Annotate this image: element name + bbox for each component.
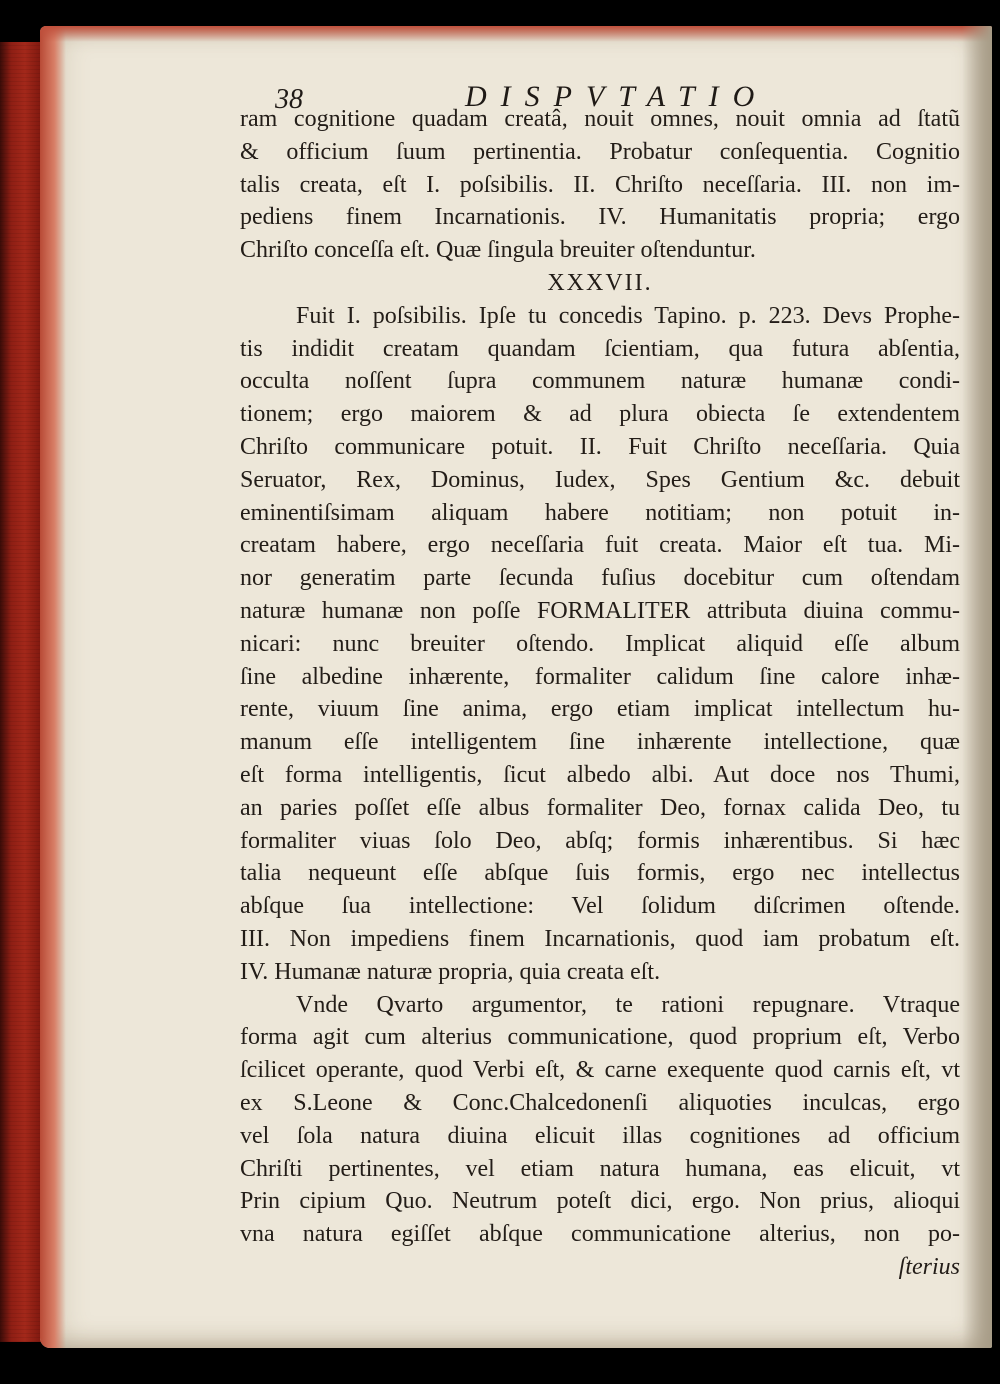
- text-line: Prin cipium Quo. Neutrum poteſt dici, ergo. Non prius, alioqui: [240, 1188, 960, 1215]
- text-line: Chriſto communicare potuit. II. Fuit Chriſto neceſſaria. Quia: [240, 433, 960, 460]
- text-line: talis creata, eſt I. poſsibilis. II. Chriſto neceſſaria. III. non im-: [240, 171, 960, 198]
- page-top-edge: [40, 26, 992, 42]
- catchword: ſterius: [898, 1253, 960, 1280]
- body-text: [240, 103, 960, 1284]
- text-line: abſque ſua intellectione: Vel ſolidum diſcrimen oſtende.: [240, 893, 960, 920]
- text-line: rente, viuum ſine anima, ergo etiam implicat intellectum hu-: [240, 696, 960, 723]
- text-line: formaliter viuas ſolo Deo, abſq; formis inhærentibus. Si hæc: [240, 827, 960, 854]
- text-line: eſt forma intelligentis, ſicut albedo albi. Aut doce nos Thumi,: [240, 761, 960, 788]
- text-line: an paries poſſet eſſe albus formaliter Deo, fornax calida Deo, tu: [240, 794, 960, 821]
- text-line: III. Non impediens finem Incarnationis, quod iam probatum eſt.: [240, 925, 960, 952]
- text-line: ex S.Leone & Conc.Chalcedonenſi aliquoties inculcas, ergo: [240, 1089, 960, 1116]
- text-line: creatam habere, ergo neceſſaria fuit creata. Maior eſt tua. Mi-: [240, 532, 960, 559]
- text-line: Seruator, Rex, Dominus, Iudex, Spes Gentium &c. debuit: [240, 466, 960, 493]
- text-line: manum eſſe intelligentem ſine inhærente intellectione, quæ: [240, 729, 960, 756]
- text-line: Vnde Qvarto argumentor, te rationi repugnare. Vtraque: [296, 991, 960, 1018]
- text-line: nor generatim parte ſecunda fuſius docebitur cum oſtendam: [240, 565, 960, 592]
- text-line: tionem; ergo maiorem & ad plura obiecta ſe extendentem: [240, 401, 960, 428]
- text-line: vna natura egiſſet abſque communicatione alterius, non po-: [240, 1221, 960, 1248]
- text-line: Fuit I. poſsibilis. Ipſe tu concedis Tapino. p. 223. Devs Prophe-: [296, 302, 960, 329]
- text-line: IV. Humanæ naturæ propria, quia creata eſt.: [240, 958, 661, 985]
- text-line: occulta noſſent ſupra communem naturæ humanæ condi-: [240, 368, 960, 395]
- text-line: naturæ humanæ non poſſe FORMALITER attributa diuina commu-: [240, 597, 960, 624]
- section-number: XXXVII.: [547, 269, 653, 296]
- text-line: pediens finem Incarnationis. IV. Humanitatis propria; ergo: [240, 204, 960, 231]
- text-line: eminentiſsimam aliquam habere notitiam; non potuit in-: [240, 499, 960, 526]
- page-number: 38: [275, 84, 303, 115]
- text-line: talia nequeunt eſſe abſque ſuis formis, ergo nec intellectus: [240, 860, 960, 887]
- text-line: Chriſto conceſſa eſt. Quæ ſingula breuiter oſtenduntur.: [240, 237, 756, 264]
- text-line: ram cognitione quadam creatâ, nouit omnes, nouit omnia ad ſtatũ: [240, 106, 960, 132]
- text-line: & officium ſuum pertinentia. Probatur conſequentia. Cognitio: [240, 138, 960, 165]
- text-line: vel ſola natura diuina elicuit illas cognitiones ad officium: [240, 1122, 960, 1149]
- running-head: DISPVTATIO: [465, 80, 769, 113]
- text-line: nicari: nunc breuiter oſtendo. Implicat aliquid eſſe album: [240, 630, 960, 657]
- text-line: Chriſti pertinentes, vel etiam natura humana, eas elicuit, vt: [240, 1155, 960, 1182]
- text-line: ſcilicet operante, quod Verbi eſt, & carne exequente quod carnis eſt, vt: [240, 1057, 960, 1084]
- text-line: forma agit cum alterius communicatione, quod proprium eſt, Verbo: [240, 1024, 960, 1051]
- text-line: ſine albedine inhærente, formaliter calidum ſine calore inhæ-: [240, 663, 960, 690]
- text-line: tis indidit creatam quandam ſcientiam, qua futura abſentia,: [240, 335, 960, 362]
